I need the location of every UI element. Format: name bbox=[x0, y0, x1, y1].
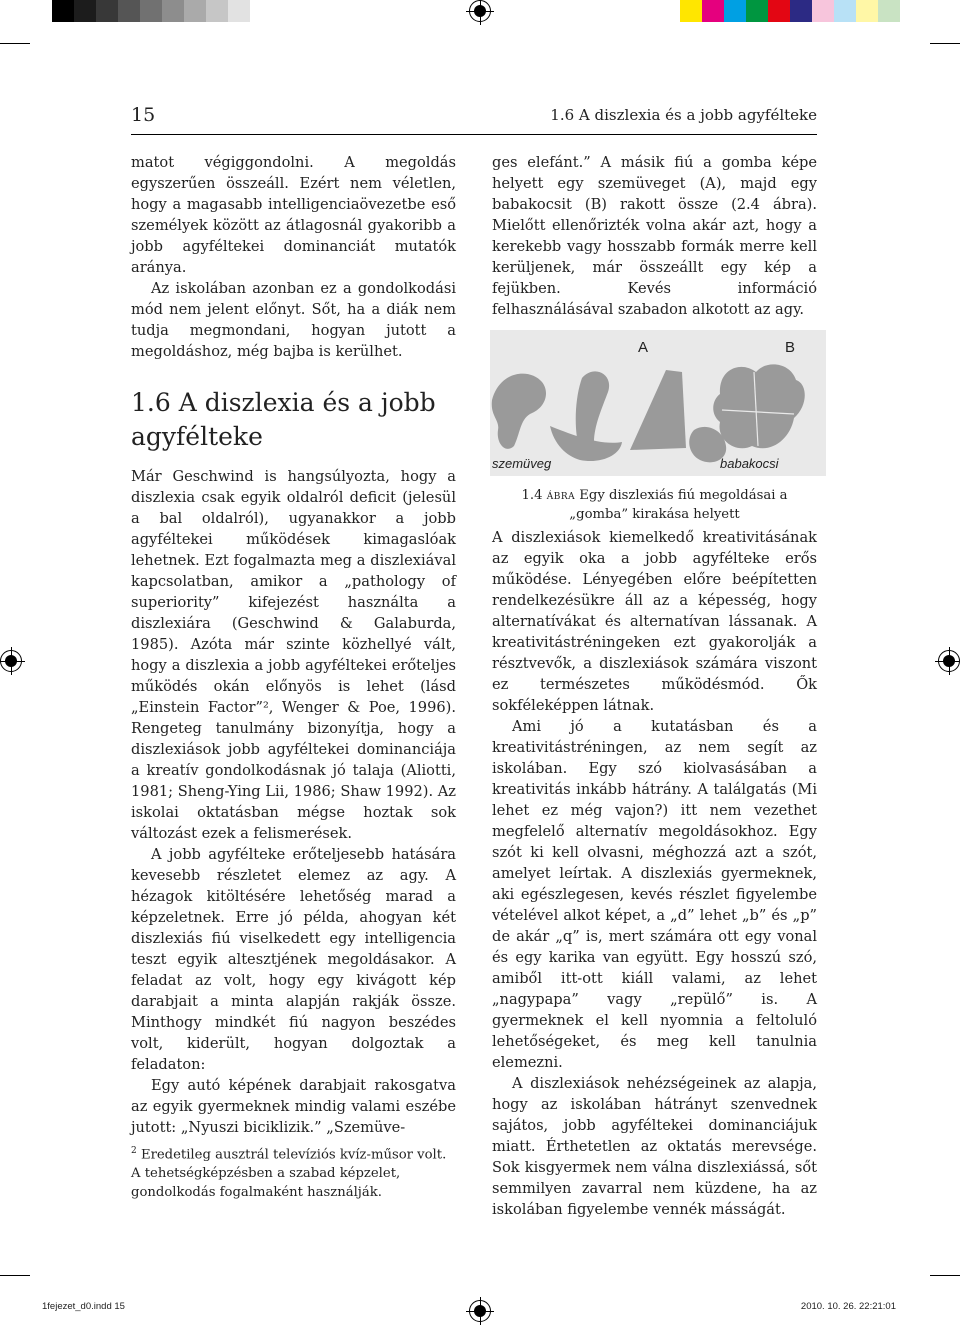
paragraph: Ami jó a kutatásban és a kreativitástréningen, az nem segít az iskolában. Egy szó kiolvasásában a kreativitás inkább hátrány. A találgatás (Mi lehet ez még vajon?) itt nem vezethet megfelelő alternatív megoldásokhoz. Egy szót ki kell olvasni, méghozzá azt a szót, amelyet leírtak. A diszlexiás gyermeknek, aki egészlegesen, kevés részlet figyelembe vételével alkot képet, a „d” lehet „b” és „p” de akár „q” is, mert számára ott egy vonal és egy karika van együtt. Egy hosszú szó, amiből itt-ott kiáll valami, az lehet „nagypapa” vagy „repülő” is. A gyermeknek el kell nyomnia a feltoluló lehetőségeket, és meg kell tanulnia elemezni. bbox=[492, 718, 817, 1071]
section-heading: 1.6 A diszlexia és a jobb agyfélteke bbox=[131, 388, 436, 451]
gray-swatch bbox=[162, 0, 184, 22]
right-column-main bbox=[492, 527, 817, 1220]
figure-label-glasses: szemüveg bbox=[492, 456, 552, 471]
figure-label-b: B bbox=[785, 339, 796, 356]
gray-swatch bbox=[184, 0, 206, 22]
figure-illustration bbox=[490, 330, 826, 476]
color-swatch bbox=[680, 0, 702, 22]
left-column-top bbox=[131, 152, 456, 362]
color-swatch bbox=[834, 0, 856, 22]
grayscale-calibration-bar bbox=[52, 0, 272, 22]
figure-caption bbox=[492, 486, 817, 524]
color-swatch bbox=[702, 0, 724, 22]
figure-puzzle-solutions bbox=[490, 330, 826, 476]
paragraph: A jobb agyfélteke erőteljesebb hatására kevesebb részletet elemez az agy. A hézagok kitöltésére lehetőség marad a képzeletnek. Erre jó példa, ahogyan két diszlexiás fiú viselkedett egy intelligencia teszt egyik altesztjének megoldásakor. A feladat az volt, hogy egy kivágott kép darabjait a minta alapján rakják össze. Minthogy mindkét fiú nagyon beszédes volt, kiderült, hogyan dolgoztak a feladaton: bbox=[131, 846, 456, 1073]
running-title: 1.6 A diszlexia és a jobb agyfélteke bbox=[550, 106, 817, 124]
gray-swatch bbox=[74, 0, 96, 22]
caption-text: Egy diszlexiás fiú megoldásai a „gomba” kirakása helyett bbox=[569, 488, 788, 522]
paragraph: Már Geschwind is hangsúlyozta, hogy a diszlexia csak egyik oldalról deficit (jelesül a bal oldalról), ugyanakkor a jobb agyféltekei működések kimagaslóak lehetnek. Ezt fogalmazta meg a diszlexiával kapcsolatban, amikor a „pathology of superiority” kifejezést használta a diszlexiára (Geschwind & Galaburda, 1985). Azóta már szinte közhellyé vált, hogy a diszlexia a jobb agyféltekei erőteljes működés okán előnyös is lehet (lásd „Einstein Factor”², Wenger & Poe, 1996). Rengeteg tanulmány bizonyítja, hogy a diszlexiások jobb agyféltekei dominanciája a kreatív gondolkodásnak jó talaja (Aliotti, 1981; Sheng-Ying Lii, 1986; Shaw 1992). Az iskolai oktatásban mégse hoztak sok változást ezek a felismerések. bbox=[131, 468, 456, 842]
gray-swatch bbox=[228, 0, 250, 22]
color-calibration-bar bbox=[680, 0, 900, 22]
crop-mark bbox=[930, 43, 960, 44]
color-swatch bbox=[812, 0, 834, 22]
paragraph: Az iskolában azonban ez a gondolkodási mód nem jelent előnyt. Sőt, ha a diák nem tudja megmondani, hogyan jutott a megoldáshoz, még bajba is kerülhet. bbox=[131, 280, 456, 360]
gray-swatch bbox=[118, 0, 140, 22]
left-column-main bbox=[131, 466, 456, 1138]
crop-mark bbox=[0, 1275, 30, 1276]
paragraph: Egy autó képének darabjait rakosgatva az egyik gyermeknek mindig valami eszébe jutott: „Nyuszi biciklizik.” „Szemüve- bbox=[131, 1077, 456, 1136]
color-swatch bbox=[856, 0, 878, 22]
header-rule bbox=[131, 134, 817, 135]
footnote bbox=[131, 1142, 456, 1202]
paragraph: A diszlexiások nehézségeinek az alapja, hogy az iskolában hátrányt szenvednek sajátos, jobb agyféltekei dominanciájuk miatt. Érthetetlen az oktatás merevsége. Sok kisgyermek nem válna diszlexiássá, sőt semmilyen zavarral nem küzdene, ha az iskolában figyelembe vennék másságát. bbox=[492, 1075, 817, 1218]
gray-swatch bbox=[206, 0, 228, 22]
slug-timestamp: 2010. 10. 26. 22:21:01 bbox=[800, 1301, 896, 1312]
gray-swatch bbox=[250, 0, 272, 22]
color-swatch bbox=[746, 0, 768, 22]
crop-mark bbox=[930, 1275, 960, 1276]
footnote-number: 2 bbox=[131, 1146, 137, 1156]
color-swatch bbox=[768, 0, 790, 22]
gray-swatch bbox=[52, 0, 74, 22]
page-number: 15 bbox=[131, 104, 156, 126]
registration-mark-left bbox=[0, 650, 22, 672]
registration-mark-bottom bbox=[469, 1300, 491, 1322]
color-swatch bbox=[878, 0, 900, 22]
color-swatch bbox=[790, 0, 812, 22]
crop-mark bbox=[0, 43, 30, 44]
figure-label-a: A bbox=[638, 339, 649, 356]
figure-label-pram: babakocsi bbox=[720, 456, 779, 471]
gray-swatch bbox=[96, 0, 118, 22]
slug-filename: 1fejezet_d0.indd 15 bbox=[42, 1301, 125, 1312]
caption-number: 1.4 bbox=[521, 488, 543, 503]
paragraph: A diszlexiások kiemelkedő kreativitásának az egyik oka a jobb agyfélteke erős működése. Lényegében előre beépítetten rendelkezésükre áll az a képesség, hogy alternatívákat és alternatívan lássanak. A kreativitástréningeken ezt gyakorolják a résztvevők, a diszlexiások számára viszont ez természetes működésmód. Ők sokféleképpen látnak. bbox=[492, 529, 817, 714]
registration-mark-right bbox=[938, 650, 960, 672]
registration-mark-top bbox=[469, 0, 491, 22]
paragraph: matot végiggondolni. A megoldás egyszerűen összeáll. Ezért nem véletlen, hogy a magasabb intelligenciaövezetbe eső személyek között az átlagosnál gyakoribb a jobb agyféltekei dominanciát mutatók aránya. bbox=[131, 154, 456, 276]
caption-word: ábra bbox=[546, 488, 576, 503]
paragraph: ges elefánt.” A másik fiú a gomba képe helyett egy szemüveget (A), majd egy babakocsit (B) rakott össze (2.4 ábra). Mielőtt ellenőrizték volna akár azt, hogy a kerekebb vagy hosszabb formák merre kell kerüljenek, már összeállt egy kép a fejükben. Kevés információ felhasználásával szabadon alkotott az agy. bbox=[492, 154, 817, 318]
gray-swatch bbox=[140, 0, 162, 22]
right-column-top bbox=[492, 152, 817, 320]
color-swatch bbox=[724, 0, 746, 22]
footnote-text: Eredetileg ausztrál televíziós kvíz-műsor volt. A tehetségképzésben a szabad képzelet, gondolkodás fogalmaként használják. bbox=[131, 1147, 447, 1201]
